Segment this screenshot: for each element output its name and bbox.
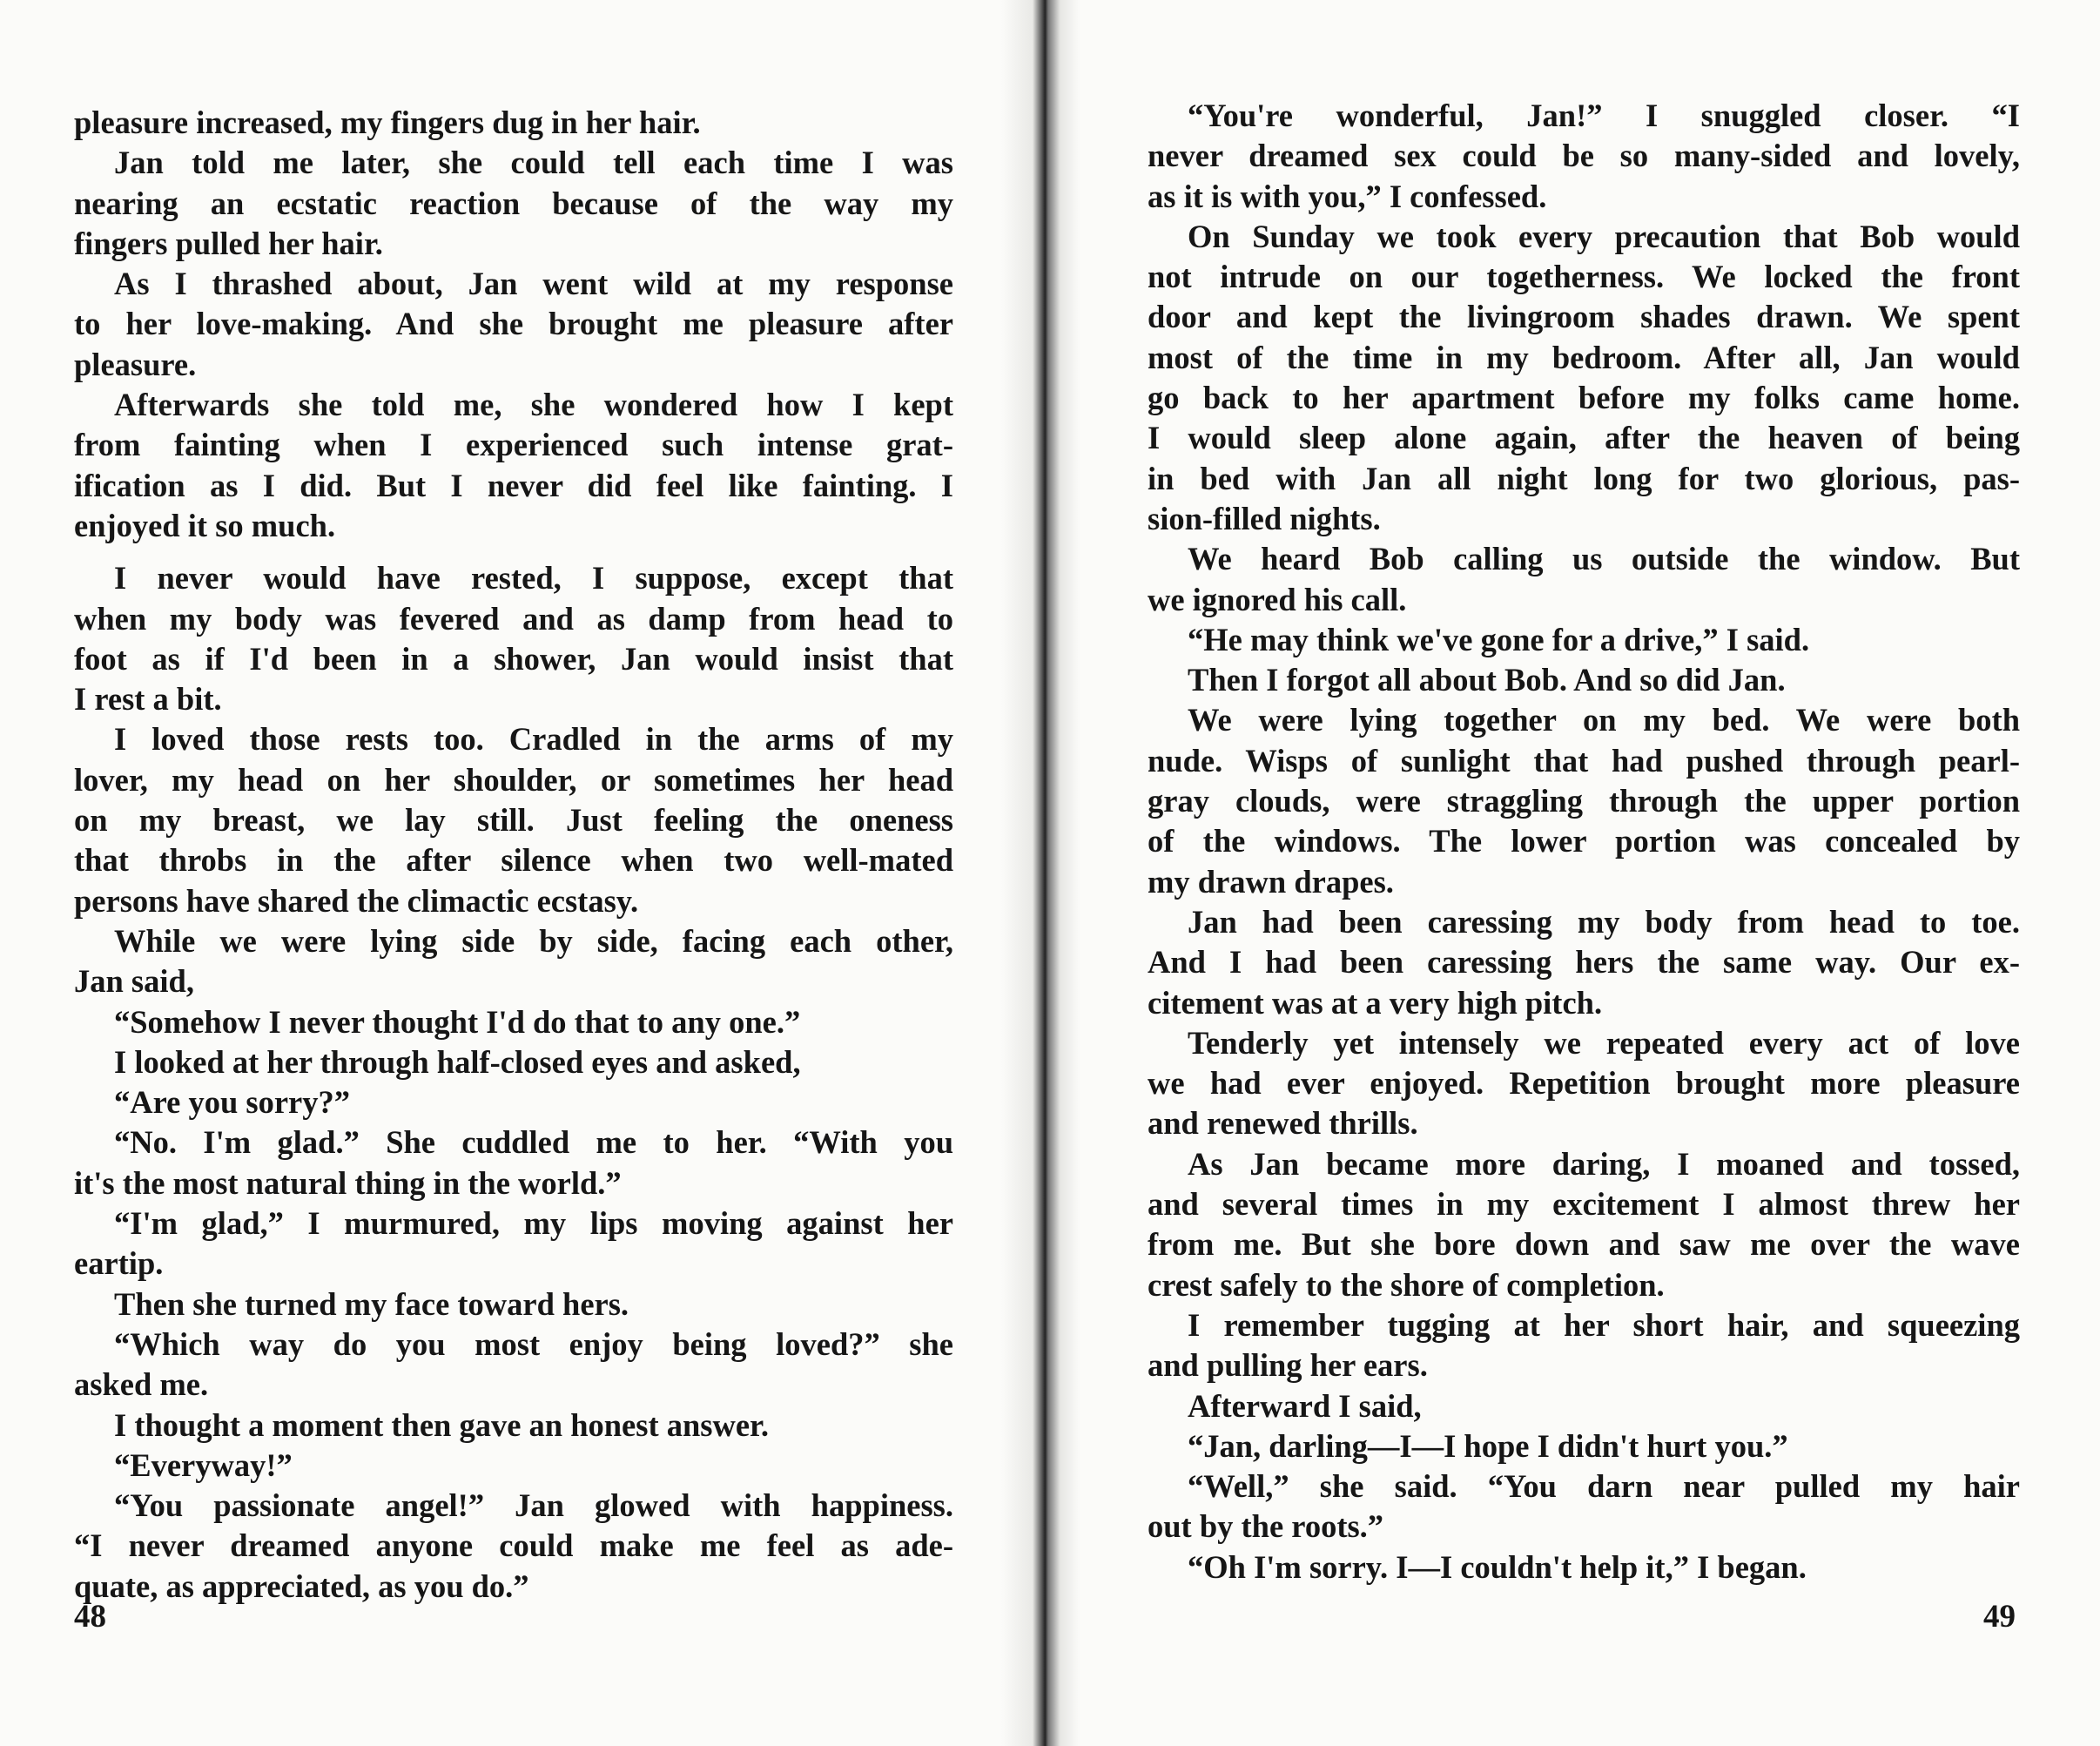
text-line: nearing an ecstatic reaction because of the way my <box>74 185 953 221</box>
text-line: out by the roots.” <box>1148 1508 1384 1545</box>
text-line: I remember tugging at her short hair, and squeezing <box>1188 1306 2020 1343</box>
text-line: to her love-making. And she brought me pleasure after <box>74 306 953 342</box>
text-line: We heard Bob calling us outside the window. But <box>1188 541 2020 577</box>
text-line: from fainting when I experienced such intense grat- <box>74 427 953 463</box>
text-line: “You passionate angel!” Jan glowed with happiness. <box>114 1487 953 1524</box>
text-line: fingers pulled her hair. <box>74 225 383 261</box>
text-line: never dreamed sex could be so many-sided and lovely, <box>1148 138 2020 174</box>
text-line: I rest a bit. <box>74 681 222 718</box>
text-line: Tenderly yet intensely we repeated every act of love <box>1188 1024 2020 1061</box>
text-line: pleasure increased, my fingers dug in her hair. <box>74 104 701 140</box>
text-line: sion-filled nights. <box>1148 500 1381 536</box>
text-line: “He may think we've gone for a drive,” I said. <box>1188 621 1810 657</box>
text-line: persons have shared the climactic ecstasy. <box>74 882 639 919</box>
page-number-left: 48 <box>74 1599 106 1635</box>
text-line: ification as I did. But I never did feel like fainting. I <box>74 467 953 503</box>
text-line: not intrude on our togetherness. We locked the front <box>1148 259 2020 295</box>
text-line: Jan said, <box>74 963 194 1000</box>
text-line: we ignored his call. <box>1148 581 1407 617</box>
text-line: crest safely to the shore of completion. <box>1148 1266 1665 1303</box>
text-line: door and kept the livingroom shades drawn. We spent <box>1148 299 2020 335</box>
text-line: eartip. <box>74 1245 164 1282</box>
text-line: Jan told me later, she could tell each time I was <box>114 145 953 181</box>
text-line: On Sunday we took every precaution that Bob would <box>1188 218 2020 254</box>
text-line: I loved those rests too. Cradled in the arms of my <box>114 721 953 758</box>
text-line: While we were lying side by side, facing each other, <box>114 922 953 959</box>
text-line: gray clouds, were straggling through the upper portion <box>1148 783 2020 819</box>
text-line: go back to her apartment before my folks came home. <box>1148 380 2020 416</box>
text-line: “Which way do you most enjoy being loved?” she <box>114 1325 953 1362</box>
text-line: on my breast, we lay still. Just feeling the oneness <box>74 802 953 839</box>
text-line: “Somehow I never thought I'd do that to any one.” <box>114 1003 801 1040</box>
text-line: in bed with Jan all night long for two glorious, pas- <box>1148 460 2020 496</box>
text-line: “I never dreamed anyone could make me feel as ade- <box>74 1527 953 1564</box>
text-line: lover, my head on her shoulder, or sometimes her head <box>74 761 953 798</box>
text-line: citement was at a very high pitch. <box>1148 984 1603 1021</box>
text-line: enjoyed it so much. <box>74 507 336 543</box>
text-line: “Are you sorry?” <box>114 1084 351 1121</box>
text-line: “No. I'm glad.” She cuddled me to her. “With you <box>114 1124 953 1161</box>
text-line: I looked at her through half-closed eyes and asked, <box>114 1043 801 1080</box>
left-page-text <box>74 103 953 1607</box>
text-line: As Jan became more daring, I moaned and tossed, <box>1188 1145 2020 1182</box>
book-gutter <box>1001 0 1080 1746</box>
text-line: that throbs in the after silence when two well-mated <box>74 842 953 879</box>
text-line: nude. Wisps of sunlight that had pushed through pearl- <box>1148 742 2020 779</box>
text-line: and renewed thrills. <box>1148 1105 1418 1142</box>
text-line: And I had been caressing hers the same way. Our ex- <box>1148 944 2020 981</box>
text-line: from me. But she bore down and saw me over the wave <box>1148 1226 2020 1263</box>
text-line: when my body was fevered and as damp from head to <box>74 600 953 637</box>
text-line: I would sleep alone again, after the heaven of being <box>1148 420 2020 456</box>
page-number-right: 49 <box>1983 1599 2016 1635</box>
text-line: most of the time in my bedroom. After all, Jan would <box>1148 339 2020 375</box>
text-line: Jan had been caressing my body from head to toe. <box>1188 903 2020 940</box>
text-line: As I thrashed about, Jan went wild at my response <box>114 266 953 302</box>
text-line: and pulling her ears. <box>1148 1347 1428 1384</box>
text-line: “Oh I'm sorry. I—I couldn't help it,” I began. <box>1188 1548 1807 1585</box>
text-line: it's the most natural thing in the world.” <box>74 1164 622 1201</box>
text-line: Then I forgot all about Bob. And so did Jan. <box>1188 662 1786 698</box>
text-line: as it is with you,” I confessed. <box>1148 178 1547 214</box>
text-line: quate, as appreciated, as you do.” <box>74 1567 529 1604</box>
text-line: Then she turned my face toward hers. <box>114 1285 629 1322</box>
text-line: Afterward I said, <box>1188 1387 1422 1424</box>
text-line: “Well,” she said. “You darn near pulled my hair <box>1188 1468 2020 1505</box>
text-line: we had ever enjoyed. Repetition brought more pleasure <box>1148 1065 2020 1102</box>
text-line: my drawn drapes. <box>1148 863 1394 900</box>
text-line: “Jan, darling—I—I hope I didn't hurt you.” <box>1188 1427 1788 1464</box>
text-line: foot as if I'd been in a shower, Jan would insist that <box>74 640 953 677</box>
text-line: “I'm glad,” I murmured, my lips moving against her <box>114 1205 953 1242</box>
text-line: “You're wonderful, Jan!” I snuggled closer. “I <box>1188 98 2020 133</box>
text-line: We were lying together on my bed. We were both <box>1188 702 2020 738</box>
text-line: of the windows. The lower portion was concealed by <box>1148 823 2020 860</box>
right-page-text <box>1148 96 2020 1588</box>
text-line: asked me. <box>74 1366 209 1403</box>
text-line: pleasure. <box>74 346 197 382</box>
text-line: I never would have rested, I suppose, except that <box>114 560 953 597</box>
text-line: “Everyway!” <box>114 1446 293 1483</box>
text-line: Afterwards she told me, she wondered how I kept <box>114 387 953 423</box>
text-line: and several times in my excitement I almost threw her <box>1148 1186 2020 1223</box>
text-line: I thought a moment then gave an honest answer. <box>114 1406 770 1443</box>
